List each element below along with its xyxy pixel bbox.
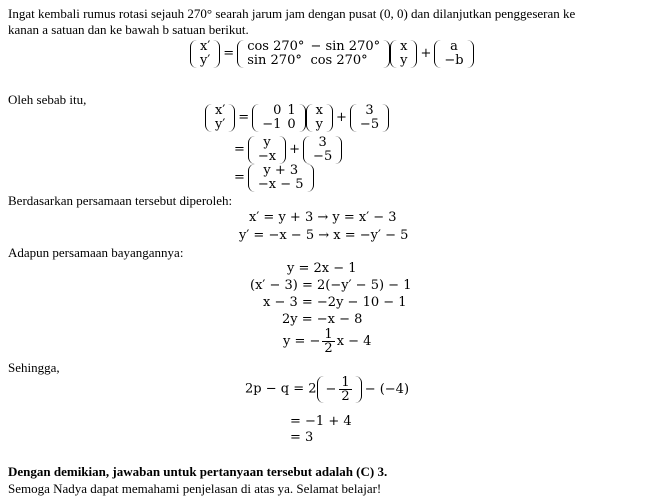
substitution-step-3: = y + 3 −x − 5 xyxy=(231,164,314,192)
final-calc-1: 2p − q = 2 − $\frac{1}{2}$ − (−4) xyxy=(245,375,410,404)
image-equation-4: 2y = −x − 8 xyxy=(282,312,363,327)
closing-text: Semoga Nadya dapat memahami penjelasan di atas ya. Selamat belajar! xyxy=(8,481,382,496)
conclusion-text: Dengan demikian, jawaban untuk pertanyaan tersebut adalah (C) 3. xyxy=(8,464,388,479)
adapun-text: Adapun persamaan bayangannya: xyxy=(8,245,184,260)
relation-1: x′ = y + 3 → y = x′ − 3 xyxy=(249,210,397,225)
intro-line-1: Ingat kembali rumus rotasi sejauh 270° searah jarum jam dengan pusat (0, 0) dan dilanjutkan penggeseran ke xyxy=(8,6,576,21)
intro-line-2: kanan a satuan dan ke bawah b satuan berikut. xyxy=(8,22,249,37)
image-equation-5: y = − $\frac{1}{2}$ x − 4 xyxy=(283,327,372,356)
rotation-matrix-numeric: 0 1 −1 0 xyxy=(252,104,305,132)
rotation-matrix: cos 270° − sin 270° sin 270° cos 270° xyxy=(237,40,390,68)
result-vector: x′ y′ xyxy=(190,40,220,68)
image-equation-2: (x′ − 3) = 2(−y′ − 5) − 1 xyxy=(250,278,412,293)
translation-vector: a −b xyxy=(434,40,473,68)
substitution-step-2: = y −x + 3 −5 xyxy=(231,136,342,164)
final-calc-3: = 3 xyxy=(290,430,314,445)
input-vector: x y xyxy=(390,40,417,68)
image-equation-3: x − 3 = −2y − 10 − 1 xyxy=(263,295,407,310)
oleh-text: Oleh sebab itu, xyxy=(8,92,87,107)
rotation-formula: x′ y′ = cos 270° − sin 270° sin 270° cos 270° x y + a −b xyxy=(190,40,474,68)
berdasarkan-text: Berdasarkan persamaan tersebut diperoleh: xyxy=(8,193,233,208)
substitution-step-1: x′ y′ = 0 1 −1 0 x y + 3 −5 xyxy=(205,104,389,132)
relation-2: y′ = −x − 5 → x = −y′ − 5 xyxy=(239,228,409,243)
sehingga-text: Sehingga, xyxy=(8,360,60,375)
image-equation-1: y = 2x − 1 xyxy=(287,261,357,276)
final-calc-2: = −1 + 4 xyxy=(290,414,352,429)
